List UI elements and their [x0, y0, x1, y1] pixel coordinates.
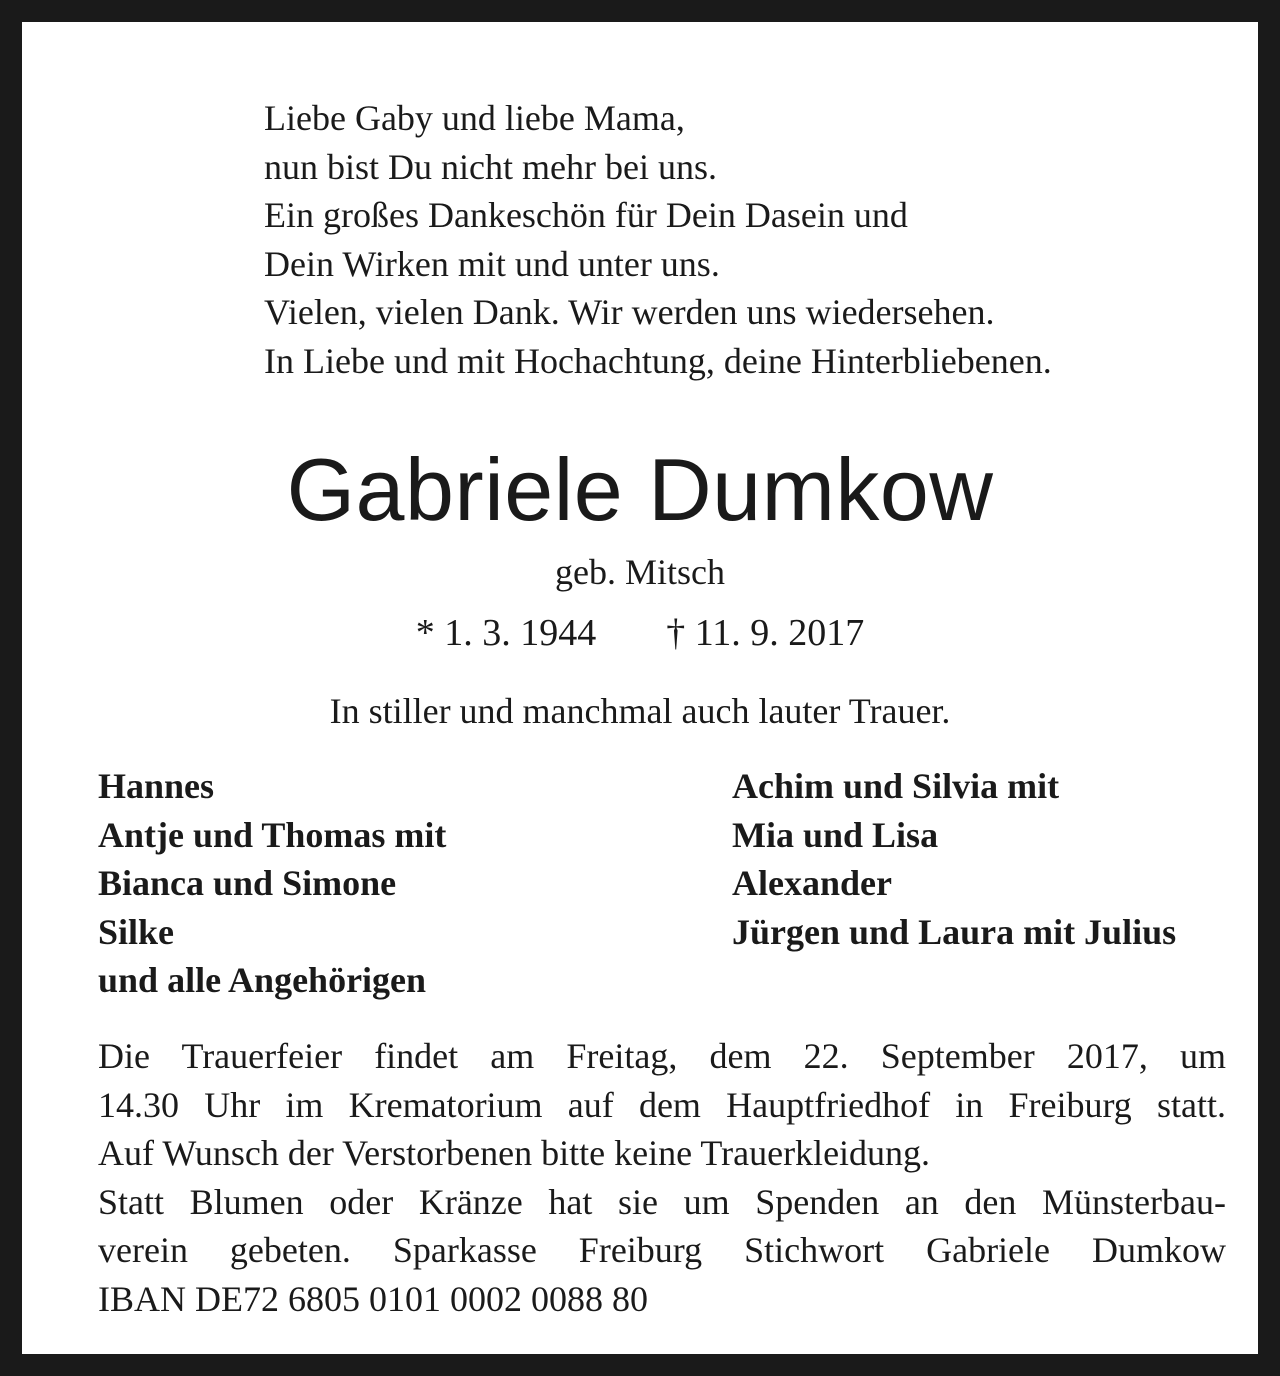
- family-member: Bianca und Simone: [98, 863, 397, 903]
- family-member: Alexander: [732, 863, 892, 903]
- family-list-left: [98, 762, 698, 1005]
- family-member: Jürgen und Laura mit Julius: [732, 911, 1177, 952]
- family-member: Silke: [98, 911, 175, 952]
- ceremony-line: Auf Wunsch der Verstorbenen bitte keine Trauerkleidung.: [98, 1133, 931, 1173]
- iban-line: IBAN DE72 6805 0101 0002 0088 80: [98, 1278, 648, 1319]
- family-list-right: [732, 762, 1252, 956]
- poem-block: [264, 94, 1224, 385]
- family-member: Achim und Silvia mit: [732, 766, 1060, 806]
- mourning-line: In stiller und manchmal auch lauter Trauer.: [329, 691, 951, 731]
- poem-line: Dein Wirken mit und unter uns.: [264, 243, 720, 284]
- ceremony-line: 14.30 Uhr im Krematorium auf dem Hauptfriedhof in Freiburg statt.: [98, 1084, 1226, 1125]
- deceased-name: Gabriele Dumkow: [286, 440, 994, 539]
- ceremony-line: verein gebeten. Sparkasse Freiburg Stichwort Gabriele Dumkow: [98, 1230, 1226, 1270]
- poem-line: Liebe Gaby und liebe Mama,: [264, 98, 685, 138]
- death-date: † 11. 9. 2017: [666, 612, 865, 654]
- birth-date: * 1. 3. 1944: [415, 612, 597, 654]
- maiden-name: geb. Mitsch: [555, 552, 725, 592]
- poem-line: nun bist Du nicht mehr bei uns.: [264, 146, 717, 187]
- ceremony-info: [98, 1032, 1226, 1323]
- family-member: Antje und Thomas mit: [98, 814, 447, 855]
- poem-line: Ein großes Dankeschön für Dein Dasein und: [264, 195, 908, 235]
- family-member: und alle Angehörigen: [98, 960, 427, 1000]
- ceremony-line: Die Trauerfeier findet am Freitag, dem 22. September 2017, um: [98, 1036, 1226, 1076]
- ceremony-line: Statt Blumen oder Kränze hat sie um Spenden an den Münsterbau-: [98, 1181, 1226, 1222]
- poem-line: Vielen, vielen Dank. Wir werden uns wiedersehen.: [264, 292, 995, 332]
- family-member: Mia und Lisa: [732, 814, 939, 855]
- family-member: Hannes: [98, 766, 215, 806]
- poem-line: In Liebe und mit Hochachtung, deine Hinterbliebenen.: [264, 340, 1052, 381]
- life-dates: [22, 608, 1258, 658]
